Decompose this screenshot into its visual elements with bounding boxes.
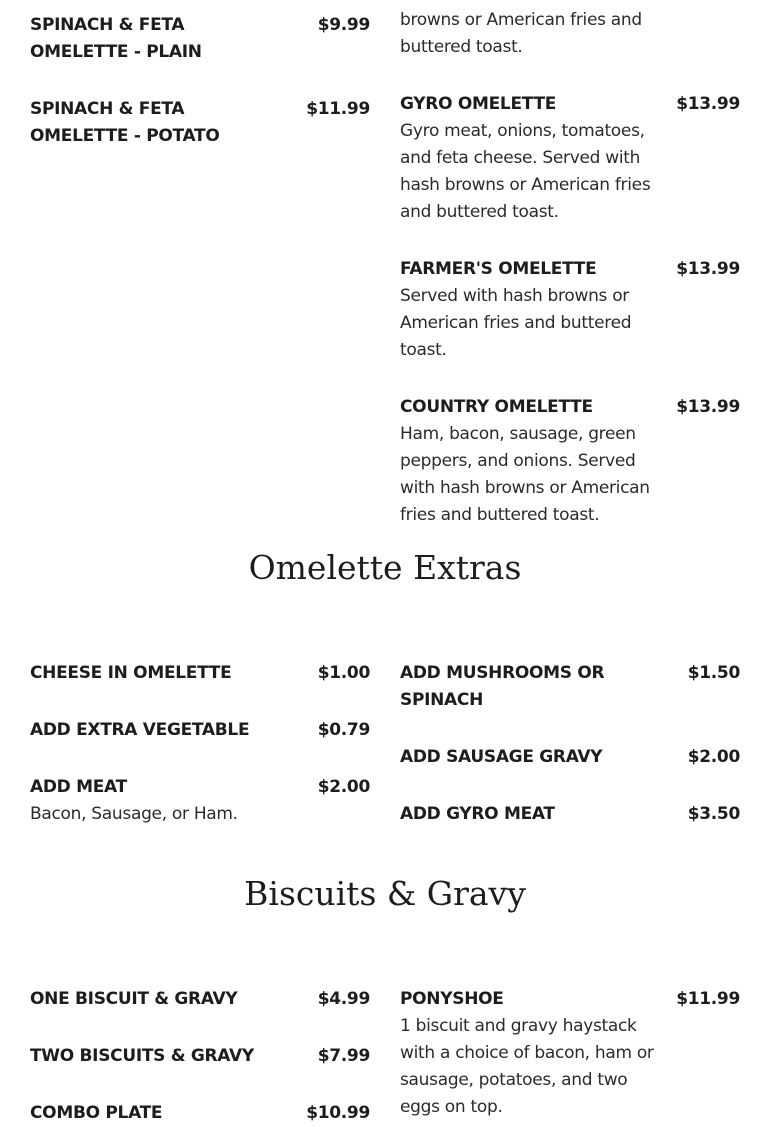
- item-name: CHEESE IN OMELETTE: [30, 663, 232, 683]
- item-name: ONE BISCUIT & GRAVY: [30, 989, 238, 1009]
- item-price: $2.00: [317, 777, 370, 797]
- menu-item: [30, 660, 370, 687]
- item-price: $13.99: [676, 259, 740, 279]
- item-price: $9.99: [317, 15, 370, 35]
- menu-item: [400, 986, 740, 1121]
- menu-item: [400, 801, 740, 828]
- item-price: $11.99: [676, 989, 740, 1009]
- section-title-omelette-extras: Omelette Extras: [248, 548, 522, 587]
- item-name: PONYSHOE: [400, 989, 504, 1009]
- item-name: COMBO PLATE: [30, 1103, 163, 1123]
- item-price: $0.79: [317, 720, 370, 740]
- item-price: $13.99: [676, 94, 740, 114]
- item-name: COUNTRY OMELETTE: [400, 397, 593, 417]
- item-description: Gyro meat, onions, tomatoes, and feta cheese. Served with hash browns or American fries and buttered toast.: [400, 121, 651, 222]
- item-price: $1.00: [317, 663, 370, 683]
- item-name: ADD EXTRA VEGETABLE: [30, 720, 250, 740]
- item-name: ADD MEAT: [30, 777, 127, 797]
- menu-item: [400, 256, 740, 364]
- item-price: $4.99: [317, 989, 370, 1009]
- item-name: SPINACH & FETA OMELETTE - POTATO: [30, 99, 220, 146]
- item-name: ADD SAUSAGE GRAVY: [400, 747, 603, 767]
- omelettes-left-column: [30, 12, 370, 150]
- item-price: $11.99: [306, 99, 370, 119]
- menu-item: [30, 96, 370, 150]
- item-name: GYRO OMELETTE: [400, 94, 557, 114]
- menu-item: [30, 1100, 370, 1127]
- item-description: Ham, bacon, sausage, green peppers, and onions. Served with hash browns or American fries and buttered toast.: [400, 424, 650, 525]
- extras-left-column: [30, 660, 370, 828]
- omelettes-right-column: [400, 7, 740, 529]
- item-description-fragment: browns or American fries and buttered toast.: [400, 10, 642, 57]
- menu-item: [400, 744, 740, 771]
- biscuits-right-column: [400, 986, 740, 1121]
- item-price: $2.00: [687, 747, 740, 767]
- item-name: ADD GYRO MEAT: [400, 804, 555, 824]
- menu-item: [400, 394, 740, 529]
- item-description: 1 biscuit and gravy haystack with a choice of bacon, ham or sausage, potatoes, and two eggs on top.: [400, 1016, 654, 1117]
- menu-item: [30, 12, 370, 66]
- item-name: FARMER'S OMELETTE: [400, 259, 597, 279]
- menu-item: [30, 774, 370, 828]
- menu-item: [30, 986, 370, 1013]
- section-title-biscuits-gravy: Biscuits & Gravy: [244, 874, 526, 913]
- item-description: Bacon, Sausage, or Ham.: [30, 804, 238, 824]
- item-price: $13.99: [676, 397, 740, 417]
- item-name: TWO BISCUITS & GRAVY: [30, 1046, 254, 1066]
- menu-item: [30, 717, 370, 744]
- item-price: $1.50: [687, 663, 740, 683]
- item-description: Served with hash browns or American fries and buttered toast.: [400, 286, 632, 360]
- menu-item: [400, 660, 740, 714]
- biscuits-left-column: [30, 986, 370, 1127]
- menu-item: [400, 91, 740, 226]
- item-price: $3.50: [687, 804, 740, 824]
- item-name: SPINACH & FETA OMELETTE - PLAIN: [30, 15, 202, 62]
- item-name: ADD MUSHROOMS OR SPINACH: [400, 663, 605, 710]
- item-price: $7.99: [317, 1046, 370, 1066]
- item-price: $10.99: [306, 1103, 370, 1123]
- extras-right-column: [400, 660, 740, 828]
- menu-item: [30, 1043, 370, 1070]
